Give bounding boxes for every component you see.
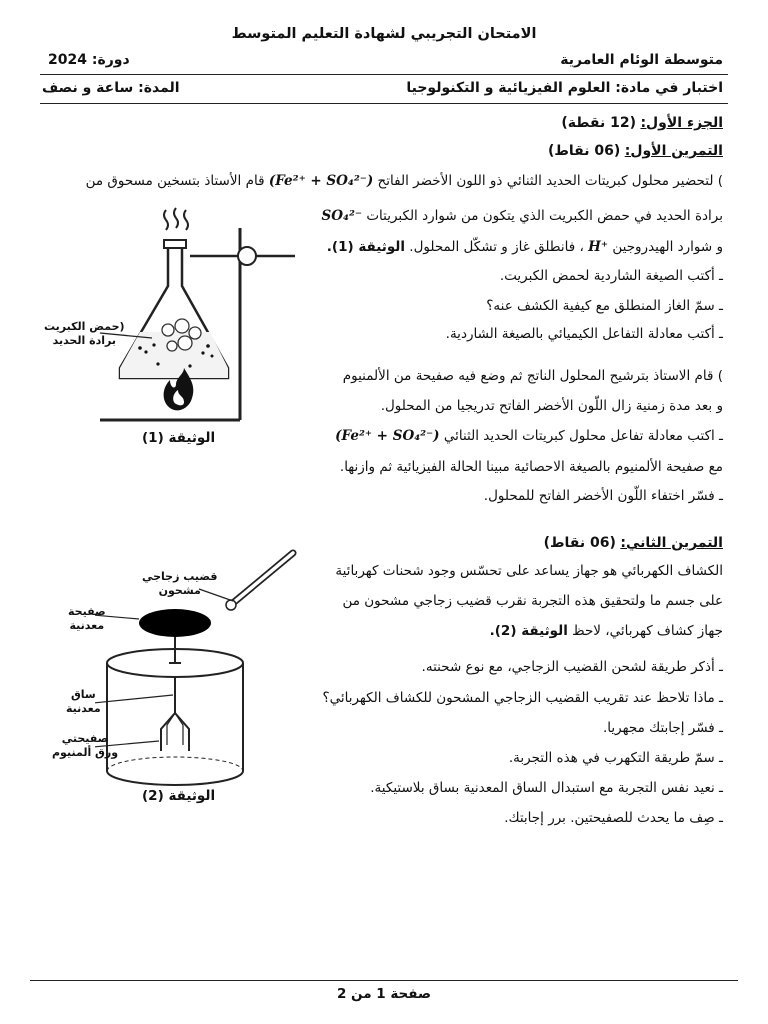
ex1-question-4-cont: مع صفيحة الألمنيوم بالصيغة الاحصائية مبينا الحالة الفيزيائية ثم وازنها. [339, 459, 723, 475]
ex1-question-1: ـ أكتب الصيغة الشاردية لحمض الكبريت. [499, 268, 723, 284]
label-plate-2: معدنية [69, 618, 105, 632]
page-number: صفحة 1 من 2 [336, 986, 432, 1002]
ex1-question-5: ـ فسّر اختفاء اللّون الأخضر الفاتح للمحلول. [483, 488, 723, 504]
duration: المدة: ساعة و نصف [42, 80, 180, 96]
header-divider-1 [40, 74, 728, 75]
document-1-caption: الوثيقة (1) [142, 430, 216, 446]
label-rod-2: مشحون [158, 583, 201, 597]
ex2-question-3: ـ فسّر إجابتك مجهريا. [603, 720, 723, 736]
school-name: متوسطة الوئام العامرية [560, 52, 723, 68]
ex2-paragraph-line-2: على جسم ما ولتحقيق هذه التجربة نقرب قضيب زجاجي مشحون من [342, 593, 723, 609]
ex1-formula-solution-2: (Fe²⁺ + SO₄²⁻) [335, 428, 440, 444]
header-divider-2 [40, 103, 728, 104]
ex1-text: و شوارد الهيدروجين [612, 239, 723, 255]
ex1-title: التمرين الأول: [624, 143, 723, 159]
label-stem-2: معدنية [66, 701, 101, 715]
ex2-question-5: ـ نعيد نفس التجربة مع استبدال الساق المعدنية بساق بلاستيكية. [370, 780, 723, 796]
label-leaves-2: ورق ألمنيوم [52, 745, 119, 759]
document-1-figure [40, 198, 300, 428]
ex2-question-4: ـ سمّ طريقة التكهرب في هذه التجربة. [508, 750, 723, 766]
document-2-label-plate [68, 605, 106, 633]
document-2-caption: الوثيقة (2) [142, 788, 216, 804]
ex2-question-2: ـ ماذا تلاحظ عند تقريب القضيب الزجاجي المشحون للكشاف الكهربائي؟ [322, 690, 723, 706]
label-stem-1: ساق [70, 688, 96, 701]
ex2-heading [544, 535, 723, 551]
label-acid: (حمض الكبريت [44, 320, 125, 333]
ex2-paragraph-line-3 [490, 623, 723, 639]
ex1-formula-sulfate: SO₄²⁻ [321, 208, 363, 224]
ex1-formula-solution: (Fe²⁺ + SO₄²⁻) [268, 173, 374, 189]
ex1-paragraph-line-2 [322, 208, 723, 224]
label-rod-1: قضيب زجاجي [142, 570, 218, 583]
document-2-label-stem [66, 688, 101, 716]
ex2-question-6: ـ صِف ما يحدث للصفيحتين. برر إجابتك. [504, 810, 723, 826]
ex1-formula-h: H⁺ [588, 239, 609, 255]
label-plate-1: صفيحة [68, 605, 106, 618]
ex1-paragraph-line-1 [86, 173, 723, 189]
ex1-question-3: ـ أكتب معادلة التفاعل الكيميائي بالصيغة الشاردية. [445, 326, 723, 342]
ex1-text: ، فانطلق غاز و تشكّل المحلول. [409, 239, 584, 255]
label-leaves-1: صفيحتي [61, 732, 109, 745]
ex1-points: (06 نقاط) [547, 143, 621, 159]
ex1-text: ) لتحضير محلول كبريتات الحديد الثنائي ذو اللون الأخضر الفاتح [377, 173, 723, 189]
part1-title: الجزء الأول: [640, 115, 723, 131]
ex1-doc-ref: الوثيقة (1). [326, 239, 405, 255]
ex1-question-2: ـ سمّ الغاز المنطلق مع كيفية الكشف عنه؟ [486, 298, 723, 314]
ex2-question-1: ـ أذكر طريقة لشحن القضيب الزجاجي، مع نوع شحنته. [421, 659, 723, 675]
ex1-heading [548, 143, 723, 159]
session [48, 52, 130, 68]
session-label: دورة: [91, 52, 130, 68]
subject-line: اختبار في مادة: العلوم الفيزيائية و التكنولوجيا [406, 80, 723, 96]
ex2-text: جهاز كشاف كهربائي، لاحظ [572, 623, 723, 639]
label-iron: برادة الحديد [52, 333, 116, 347]
ex1-text: برادة الحديد في حمض الكبريت الذي يتكون من شوارد الكبريتات [366, 208, 723, 224]
footer-divider [30, 980, 738, 981]
ex1-text: ـ اكتب معادلة تفاعل محلول كبريتات الحديد الثنائي [443, 428, 723, 444]
part1-heading [561, 115, 723, 131]
document-2-label-leaves [52, 732, 118, 760]
ex1-paragraph-2-line-2: و بعد مدة زمنية زال اللّون الأخضر الفاتح تدريجيا من المحلول. [380, 398, 723, 414]
ex1-paragraph-line-3 [327, 239, 723, 255]
document-1-label-acid [44, 320, 125, 348]
exam-title: الامتحان التجريبي لشهادة التعليم المتوسط [231, 26, 537, 42]
document-2-label-rod [142, 570, 217, 598]
session-year: 2024 [48, 52, 87, 68]
ex2-points: (06 نقاط) [543, 535, 616, 551]
ex2-doc-ref: الوثيقة (2). [489, 623, 568, 639]
ex1-paragraph-2-line-1: ) قام الاستاذ بترشيح المحلول الناتج ثم وضع فيه صفيحة من الألمنيوم [342, 368, 723, 384]
part1-points: (12 نقطة) [561, 115, 636, 131]
ex1-question-4 [335, 428, 723, 444]
ex2-title: التمرين الثاني: [620, 535, 723, 551]
ex1-text: قام الأستاذ بتسخين مسحوق من [85, 173, 265, 189]
ex2-paragraph-line-1: الكشاف الكهربائي هو جهاز يساعد على تحسّس وجود شحنات كهربائية [335, 563, 723, 579]
